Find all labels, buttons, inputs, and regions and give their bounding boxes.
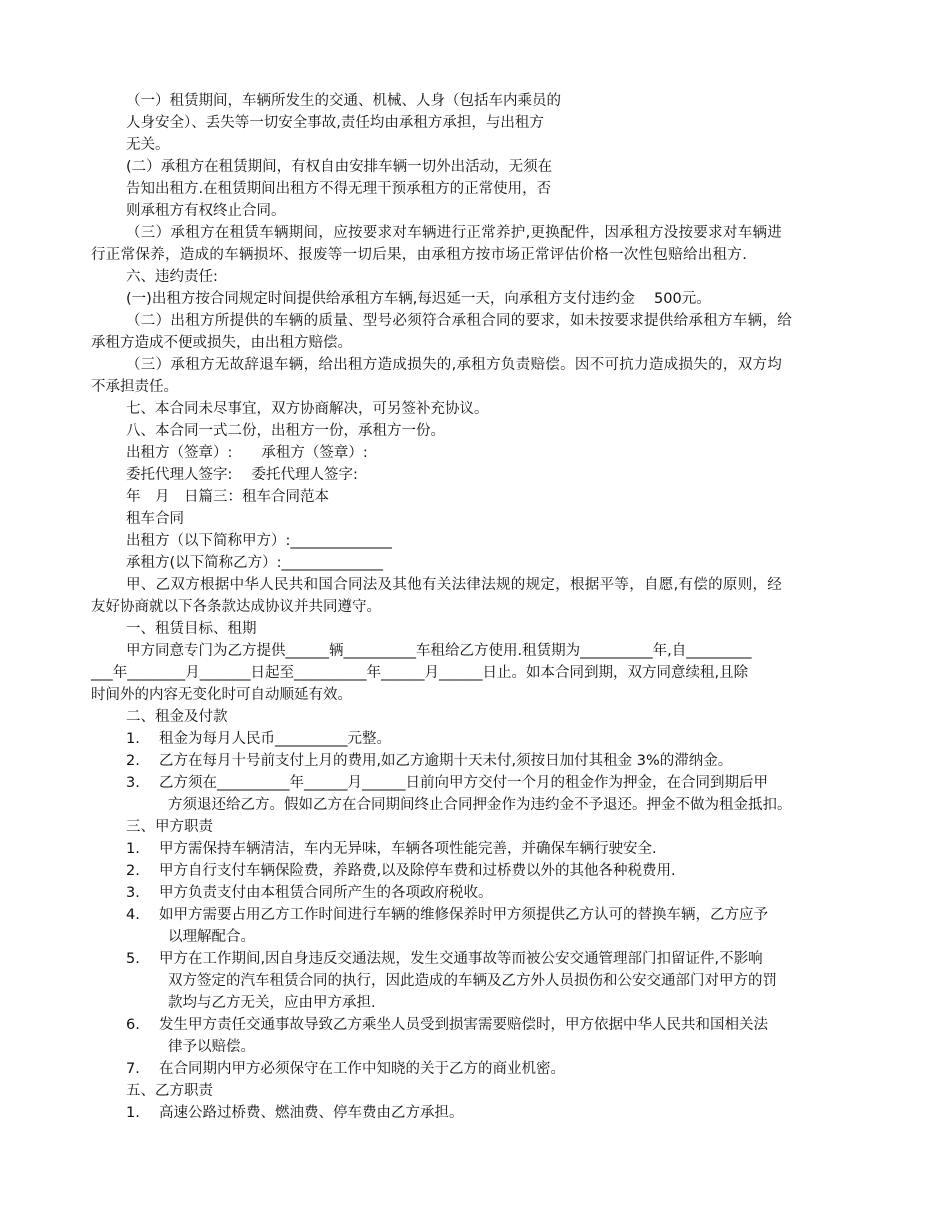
text-line: 友好协商就以下各条款达成协议并共同遵守。 xyxy=(91,599,381,615)
text-line: （三）承租方无故辞退车辆，给出租方造成损失的,承租方负责赔偿。因不可抗力造成损失的，双方均 xyxy=(126,357,783,373)
list-item: 1. 高速公路过桥费、燃油费、停车费由乙方承担。 xyxy=(126,1105,464,1121)
text-line: 甲、乙双方根据中华人民共和国合同法及其他有关法律法规的规定，根据平等，自愿,有偿的原则，经 xyxy=(126,577,783,593)
list-item: 3. 乙方须在__________年______月______日前向甲方交付一个月的租金作为押金，在合同到期后甲 xyxy=(126,775,768,791)
text-line: （三）承租方在租赁车辆期间，应按要求对车辆进行正常养护,更换配件，因承租方没按要求对车辆进 xyxy=(126,225,783,241)
text-line: 人身安全）、丢失等一切安全事故,责任均由承租方承担，与出租方 xyxy=(126,115,544,131)
list-item-continuation: 以理解配合。 xyxy=(168,929,255,945)
list-item-continuation: 方须退还给乙方。假如乙方在合同期间终止合同押金作为违约金不予退还。押金不做为租金抵扣。 xyxy=(168,797,792,813)
section-heading: 五、乙方职责 xyxy=(126,1083,213,1099)
text-line: ___年________月_______日起至__________年______月______日止。如本合同到期，双方同意续租,且除 xyxy=(91,665,749,681)
text-line: 无关。 xyxy=(126,137,170,153)
party-line: 出租方（以下简称甲方）:______________ xyxy=(126,533,392,549)
list-item: 2. 乙方在每月十号前支付上月的费用,如乙方逾期十天未付,须按日加付其租金 3%的滞纳金。 xyxy=(126,753,733,769)
text-line: 不承担责任。 xyxy=(91,379,178,395)
list-item: 7. 在合同期内甲方必须保守在工作中知晓的关于乙方的商业机密。 xyxy=(126,1061,565,1077)
signature-line: 委托代理人签字: 委托代理人签字: xyxy=(126,467,358,483)
section-heading: 六、违约责任: xyxy=(126,269,218,285)
section-heading: 一、租赁目标、租期 xyxy=(126,621,257,637)
list-item: 1. 租金为每月人民币__________元整。 xyxy=(126,731,391,747)
list-item: 5. 甲方在工作期间,因自身违反交通法规，发生交通事故等而被公安交通管理部门扣留证件,不影响 xyxy=(126,951,763,967)
signature-line: 出租方（签章）: 承租方（签章）: xyxy=(126,445,368,461)
list-item: 3. 甲方负责支付由本租赁合同所产生的各项政府税收。 xyxy=(126,885,493,901)
party-line: 承租方(以下简称乙方）:______________ xyxy=(126,555,384,571)
list-item: 6. 发生甲方责任交通事故导致乙方乘坐人员受到损害需要赔偿时，甲方依据中华人民共和国相关法 xyxy=(126,1017,768,1033)
text-line: 七、本合同未尽事宜，双方协商解决，可另签补充协议。 xyxy=(126,401,489,417)
text-line: (二）承租方在租赁期间，有权自由安排车辆一切外出活动，无须在 xyxy=(126,159,553,175)
text-line: 则承租方有权终止合同。 xyxy=(126,203,286,219)
text-line: 八、本合同一式二份，出租方一份，承租方一份。 xyxy=(126,423,445,439)
list-item: 1. 甲方需保持车辆清洁，车内无异味，车辆各项性能完善，并确保车辆行驶安全. xyxy=(126,841,657,857)
list-item-continuation: 款均与乙方无关，应由甲方承担. xyxy=(168,995,376,1011)
text-line: (一)出租方按合同规定时间提供给承租方车辆,每迟延一天，向承租方支付违约金 500元。 xyxy=(126,291,711,307)
section-heading: 二、租金及付款 xyxy=(126,709,228,725)
section-heading: 三、甲方职责 xyxy=(126,819,213,835)
list-item-continuation: 双方签定的汽车租赁合同的执行，因此造成的车辆及乙方外人员损伤和公安交通部门对甲方的罚 xyxy=(168,973,777,989)
list-item-continuation: 律予以赔偿。 xyxy=(168,1039,255,1055)
text-line: 承租方造成不便或损失，由出租方赔偿。 xyxy=(91,335,352,351)
text-line: 时间外的内容无变化时可自动顺延有效。 xyxy=(91,687,352,703)
text-line: 行正常保养，造成的车辆损坏、报废等一切后果，由承租方按市场正常评估价格一次性包赔给出租方. xyxy=(91,247,748,263)
list-item: 4. 如甲方需要占用乙方工作时间进行车辆的维修保养时甲方须提供乙方认可的替换车辆，乙方应予 xyxy=(126,907,768,923)
list-item: 2. 甲方自行支付车辆保险费，养路费,以及除停车费和过桥费以外的其他各种税费用. xyxy=(126,863,676,879)
text-line: 告知出租方.在租赁期间出租方不得无理干预承租方的正常使用，否 xyxy=(126,181,552,197)
text-line: 甲方同意专门为乙方提供______辆__________车租给乙方使用.租赁期为__________年,自_________ xyxy=(126,643,752,659)
document-title: 租车合同 xyxy=(126,511,184,527)
text-line: （一）租赁期间，车辆所发生的交通、机械、人身（包括车内乘员的 xyxy=(126,93,561,109)
text-line: 年 月 日篇三：租车合同范本 xyxy=(126,489,329,505)
text-line: （二）出租方所提供的车辆的质量、型号必须符合承租合同的要求，如未按要求提供给承租方车辆，给 xyxy=(126,313,792,329)
